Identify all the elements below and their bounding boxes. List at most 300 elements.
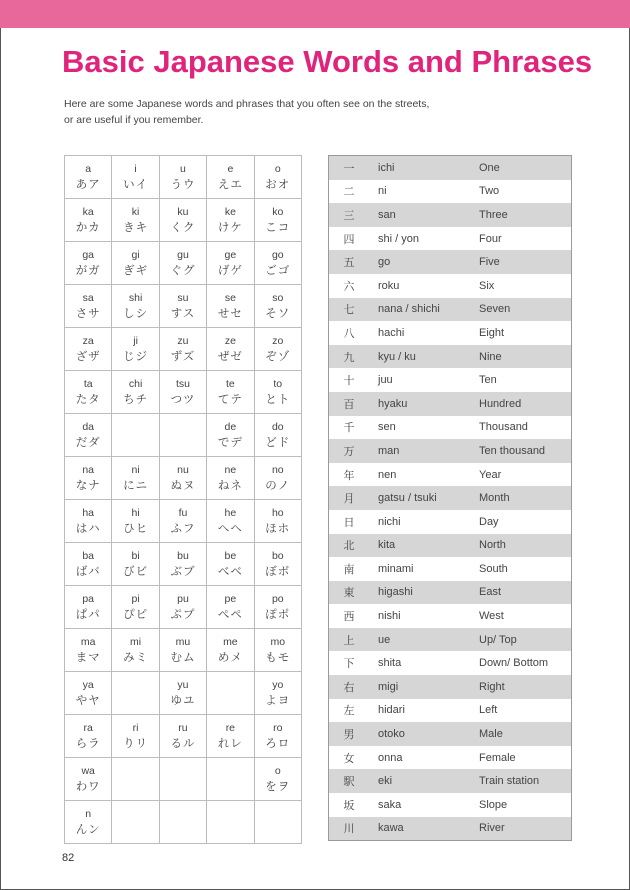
kana-romaji: e bbox=[227, 163, 234, 175]
word-row bbox=[329, 793, 572, 817]
kana-romaji: gi bbox=[131, 249, 140, 261]
kana-characters: れレ bbox=[217, 736, 243, 750]
word-kanji: 右 bbox=[329, 675, 370, 699]
kana-characters: りリ bbox=[123, 736, 149, 750]
word-row bbox=[329, 581, 572, 605]
kana-characters: すス bbox=[170, 306, 196, 320]
word-row bbox=[329, 746, 572, 770]
word-row bbox=[329, 604, 572, 628]
word-kanji: 上 bbox=[329, 628, 370, 652]
kana-characters: ぺペ bbox=[217, 607, 243, 621]
kana-row bbox=[65, 371, 302, 414]
kana-characters: くク bbox=[170, 220, 196, 234]
kana-row bbox=[65, 285, 302, 328]
kana-row bbox=[65, 242, 302, 285]
kana-characters: びビ bbox=[123, 564, 149, 578]
kana-row bbox=[65, 457, 302, 500]
kana-characters: おオ bbox=[265, 177, 291, 191]
word-romaji: migi bbox=[369, 675, 474, 699]
kana-cell bbox=[207, 801, 254, 844]
kana-romaji: su bbox=[177, 292, 189, 304]
kana-romaji: zu bbox=[177, 335, 189, 347]
kana-cell bbox=[159, 672, 206, 715]
word-row bbox=[329, 156, 572, 180]
kana-romaji: pi bbox=[131, 593, 140, 605]
intro-text bbox=[64, 96, 564, 128]
kana-row bbox=[65, 199, 302, 242]
kana-characters: もモ bbox=[265, 650, 291, 664]
word-row bbox=[329, 651, 572, 675]
kana-cell bbox=[159, 457, 206, 500]
kana-cell bbox=[207, 586, 254, 629]
word-row bbox=[329, 769, 572, 793]
word-row bbox=[329, 298, 572, 322]
kana-romaji: he bbox=[224, 507, 237, 519]
kana-romaji: pa bbox=[82, 593, 95, 605]
kana-characters: めメ bbox=[217, 650, 243, 664]
kana-cell bbox=[159, 758, 206, 801]
kana-characters: つツ bbox=[170, 392, 196, 406]
kana-romaji: to bbox=[273, 378, 283, 390]
word-row bbox=[329, 557, 572, 581]
kana-romaji: shi bbox=[128, 292, 143, 304]
word-kanji: 年 bbox=[329, 463, 370, 487]
kana-row bbox=[65, 672, 302, 715]
word-row bbox=[329, 416, 572, 440]
kana-characters: そソ bbox=[265, 306, 291, 320]
kana-characters: だダ bbox=[75, 435, 101, 449]
kana-cell bbox=[159, 156, 206, 199]
kana-cell bbox=[112, 199, 159, 242]
word-romaji: shi / yon bbox=[369, 227, 474, 251]
kana-cell bbox=[112, 156, 159, 199]
kana-characters: ぎギ bbox=[123, 263, 149, 277]
kana-characters: いイ bbox=[123, 177, 149, 191]
kana-cell bbox=[207, 242, 254, 285]
word-row bbox=[329, 817, 572, 841]
kana-cell bbox=[65, 414, 112, 457]
kana-cell bbox=[207, 715, 254, 758]
kana-romaji: bi bbox=[131, 550, 140, 562]
kana-cell bbox=[254, 156, 301, 199]
kana-romaji: ra bbox=[83, 722, 93, 734]
kana-romaji: yu bbox=[177, 679, 189, 691]
kana-romaji: ma bbox=[80, 636, 96, 648]
kana-romaji: go bbox=[271, 249, 284, 261]
kana-cell bbox=[112, 328, 159, 371]
word-romaji: sen bbox=[369, 416, 474, 440]
word-kanji: 西 bbox=[329, 604, 370, 628]
kana-characters: みミ bbox=[123, 650, 149, 664]
kana-row bbox=[65, 715, 302, 758]
kana-cell bbox=[207, 543, 254, 586]
top-color-bar bbox=[0, 0, 630, 28]
kana-romaji: mi bbox=[130, 636, 142, 648]
word-row bbox=[329, 486, 572, 510]
word-kanji: 左 bbox=[329, 699, 370, 723]
word-english: Seven bbox=[474, 298, 572, 322]
kana-characters: えエ bbox=[217, 177, 243, 191]
kana-romaji: ha bbox=[82, 507, 95, 519]
kana-cell bbox=[207, 629, 254, 672]
kana-cell bbox=[254, 242, 301, 285]
kana-cell bbox=[254, 414, 301, 457]
kana-characters: でデ bbox=[217, 435, 243, 449]
word-row bbox=[329, 227, 572, 251]
kana-cell bbox=[65, 285, 112, 328]
word-kanji: 六 bbox=[329, 274, 370, 298]
kana-characters: ちチ bbox=[123, 392, 149, 406]
kana-characters: ばバ bbox=[75, 564, 101, 578]
kana-romaji: ze bbox=[224, 335, 236, 347]
kana-cell bbox=[65, 672, 112, 715]
word-english: Nine bbox=[474, 345, 572, 369]
kana-romaji: o bbox=[274, 163, 281, 175]
kana-cell bbox=[159, 715, 206, 758]
kana-cell bbox=[207, 156, 254, 199]
kana-romaji: de bbox=[224, 421, 237, 433]
word-romaji: nichi bbox=[369, 510, 474, 534]
kana-romaji: do bbox=[271, 421, 284, 433]
kana-cell bbox=[207, 328, 254, 371]
word-romaji: go bbox=[369, 250, 474, 274]
kana-characters: はハ bbox=[75, 521, 101, 535]
word-english: Male bbox=[474, 722, 572, 746]
kana-cell bbox=[207, 758, 254, 801]
kana-cell bbox=[112, 629, 159, 672]
kana-characters: ぬヌ bbox=[170, 478, 196, 492]
word-romaji: hachi bbox=[369, 321, 474, 345]
kana-characters: さサ bbox=[75, 306, 101, 320]
kana-characters: ぜゼ bbox=[217, 349, 243, 363]
kana-romaji: be bbox=[224, 550, 237, 562]
kana-cell bbox=[159, 801, 206, 844]
kana-romaji: a bbox=[85, 163, 92, 175]
kana-romaji: sa bbox=[82, 292, 94, 304]
kana-table bbox=[64, 155, 302, 844]
kana-characters: ひヒ bbox=[123, 521, 149, 535]
kana-cell bbox=[159, 414, 206, 457]
kana-characters: せセ bbox=[217, 306, 243, 320]
word-english: One bbox=[474, 156, 572, 180]
kana-romaji: ta bbox=[83, 378, 93, 390]
word-kanji: 北 bbox=[329, 534, 370, 558]
kana-romaji: hi bbox=[131, 507, 140, 519]
word-romaji: san bbox=[369, 203, 474, 227]
kana-characters: ずズ bbox=[170, 349, 196, 363]
kana-cell bbox=[159, 199, 206, 242]
kana-romaji: te bbox=[225, 378, 235, 390]
kana-cell bbox=[65, 457, 112, 500]
kana-romaji: ru bbox=[178, 722, 188, 734]
kana-romaji: bu bbox=[177, 550, 189, 562]
kana-cell bbox=[254, 285, 301, 328]
kana-romaji: n bbox=[85, 808, 92, 820]
kana-romaji: se bbox=[224, 292, 236, 304]
word-english: Day bbox=[474, 510, 572, 534]
word-english: West bbox=[474, 604, 572, 628]
numbers-words-table bbox=[328, 155, 572, 841]
word-kanji: 七 bbox=[329, 298, 370, 322]
word-row bbox=[329, 250, 572, 274]
kana-characters: げゲ bbox=[217, 263, 243, 277]
word-kanji: 南 bbox=[329, 557, 370, 581]
word-romaji: saka bbox=[369, 793, 474, 817]
word-kanji: 千 bbox=[329, 416, 370, 440]
word-english: Three bbox=[474, 203, 572, 227]
kana-romaji: fu bbox=[178, 507, 188, 519]
word-romaji: otoko bbox=[369, 722, 474, 746]
kana-cell bbox=[159, 586, 206, 629]
kana-cell bbox=[254, 629, 301, 672]
kana-romaji: no bbox=[271, 464, 284, 476]
word-row bbox=[329, 274, 572, 298]
kana-romaji: na bbox=[82, 464, 95, 476]
word-english: Ten thousand bbox=[474, 439, 572, 463]
kana-romaji: ri bbox=[132, 722, 139, 734]
kana-characters: あア bbox=[75, 177, 101, 191]
kana-cell bbox=[254, 543, 301, 586]
word-kanji: 九 bbox=[329, 345, 370, 369]
kana-romaji: o bbox=[274, 765, 281, 777]
kana-characters: がガ bbox=[75, 263, 101, 277]
word-kanji: 三 bbox=[329, 203, 370, 227]
kana-cell bbox=[159, 242, 206, 285]
kana-cell bbox=[112, 414, 159, 457]
kana-cell bbox=[65, 758, 112, 801]
kana-romaji: pu bbox=[177, 593, 189, 605]
kana-romaji: ke bbox=[224, 206, 236, 218]
kana-cell bbox=[65, 199, 112, 242]
kana-cell bbox=[159, 629, 206, 672]
kana-romaji: me bbox=[223, 636, 238, 648]
kana-cell bbox=[65, 371, 112, 414]
word-kanji: 坂 bbox=[329, 793, 370, 817]
kana-characters: よヨ bbox=[265, 693, 291, 707]
word-english: Year bbox=[474, 463, 572, 487]
page-number: 82 bbox=[62, 852, 75, 864]
kana-characters: ふフ bbox=[170, 521, 196, 535]
word-english: Eight bbox=[474, 321, 572, 345]
kana-romaji: ro bbox=[273, 722, 283, 734]
kana-cell bbox=[207, 500, 254, 543]
kana-cell bbox=[159, 500, 206, 543]
word-english: Six bbox=[474, 274, 572, 298]
word-romaji: onna bbox=[369, 746, 474, 770]
kana-row bbox=[65, 801, 302, 844]
kana-cell bbox=[207, 371, 254, 414]
kana-row bbox=[65, 328, 302, 371]
kana-cell bbox=[254, 500, 301, 543]
kana-romaji: ba bbox=[82, 550, 95, 562]
kana-romaji: pe bbox=[224, 593, 237, 605]
word-english: Thousand bbox=[474, 416, 572, 440]
kana-cell bbox=[65, 500, 112, 543]
kana-cell bbox=[112, 672, 159, 715]
kana-characters: じジ bbox=[123, 349, 149, 363]
kana-romaji: ka bbox=[82, 206, 94, 218]
kana-characters: こコ bbox=[265, 220, 291, 234]
kana-romaji: ko bbox=[272, 206, 284, 218]
word-kanji: 二 bbox=[329, 180, 370, 204]
kana-characters: ねネ bbox=[217, 478, 243, 492]
word-kanji: 四 bbox=[329, 227, 370, 251]
word-romaji: higashi bbox=[369, 581, 474, 605]
kana-cell bbox=[207, 672, 254, 715]
kana-characters: ぴピ bbox=[123, 607, 149, 621]
word-romaji: man bbox=[369, 439, 474, 463]
kana-cell bbox=[254, 328, 301, 371]
kana-romaji: ga bbox=[82, 249, 95, 261]
word-english: North bbox=[474, 534, 572, 558]
kana-characters: むム bbox=[170, 650, 196, 664]
word-english: East bbox=[474, 581, 572, 605]
kana-characters: ぷプ bbox=[170, 607, 196, 621]
word-kanji: 五 bbox=[329, 250, 370, 274]
word-row bbox=[329, 321, 572, 345]
kana-characters: るル bbox=[170, 736, 196, 750]
word-english: Ten bbox=[474, 368, 572, 392]
word-kanji: 下 bbox=[329, 651, 370, 675]
kana-cell bbox=[207, 285, 254, 328]
kana-cell bbox=[112, 715, 159, 758]
kana-cell bbox=[65, 715, 112, 758]
word-romaji: eki bbox=[369, 769, 474, 793]
word-kanji: 八 bbox=[329, 321, 370, 345]
kana-characters: をヲ bbox=[265, 779, 291, 793]
kana-characters: なナ bbox=[75, 478, 101, 492]
intro-line-2: or are useful if you remember. bbox=[64, 114, 204, 126]
kana-cell bbox=[112, 801, 159, 844]
kana-characters: らラ bbox=[75, 736, 101, 750]
word-romaji: nishi bbox=[369, 604, 474, 628]
kana-romaji: mo bbox=[270, 636, 286, 648]
word-romaji: hyaku bbox=[369, 392, 474, 416]
kana-characters: ろロ bbox=[265, 736, 291, 750]
word-english: Train station bbox=[474, 769, 572, 793]
word-kanji: 十 bbox=[329, 368, 370, 392]
kana-characters: ぐグ bbox=[170, 263, 196, 277]
kana-cell bbox=[207, 457, 254, 500]
kana-cell bbox=[254, 672, 301, 715]
word-romaji: juu bbox=[369, 368, 474, 392]
kana-cell bbox=[254, 371, 301, 414]
kana-romaji: po bbox=[271, 593, 284, 605]
word-kanji: 百 bbox=[329, 392, 370, 416]
word-kanji: 駅 bbox=[329, 769, 370, 793]
kana-characters: かカ bbox=[75, 220, 101, 234]
kana-characters: べベ bbox=[217, 564, 243, 578]
kana-cell bbox=[65, 586, 112, 629]
word-english: Hundred bbox=[474, 392, 572, 416]
kana-romaji: tsu bbox=[175, 378, 190, 390]
kana-romaji: ji bbox=[133, 335, 138, 347]
kana-characters: きキ bbox=[123, 220, 149, 234]
word-row bbox=[329, 722, 572, 746]
word-english: Right bbox=[474, 675, 572, 699]
kana-cell bbox=[65, 328, 112, 371]
word-romaji: kita bbox=[369, 534, 474, 558]
word-row bbox=[329, 392, 572, 416]
kana-row bbox=[65, 156, 302, 199]
word-row bbox=[329, 675, 572, 699]
kana-characters: のノ bbox=[265, 478, 291, 492]
kana-cell bbox=[112, 242, 159, 285]
kana-romaji: ho bbox=[271, 507, 284, 519]
kana-characters: てテ bbox=[217, 392, 243, 406]
kana-cell bbox=[65, 801, 112, 844]
kana-characters: たタ bbox=[75, 392, 101, 406]
kana-romaji: ku bbox=[177, 206, 189, 218]
word-kanji: 男 bbox=[329, 722, 370, 746]
word-romaji: ni bbox=[369, 180, 474, 204]
kana-cell bbox=[65, 629, 112, 672]
kana-cell bbox=[112, 285, 159, 328]
kana-cell bbox=[207, 414, 254, 457]
kana-characters: んン bbox=[75, 822, 101, 836]
kana-romaji: re bbox=[225, 722, 236, 734]
word-english: Two bbox=[474, 180, 572, 204]
kana-row bbox=[65, 543, 302, 586]
word-romaji: ichi bbox=[369, 156, 474, 180]
kana-romaji: wa bbox=[81, 765, 95, 777]
word-row bbox=[329, 345, 572, 369]
kana-characters: ごゴ bbox=[265, 263, 291, 277]
kana-cell bbox=[112, 758, 159, 801]
kana-romaji: chi bbox=[128, 378, 143, 390]
word-row bbox=[329, 699, 572, 723]
word-romaji: kawa bbox=[369, 817, 474, 841]
word-english: Up/ Top bbox=[474, 628, 572, 652]
word-row bbox=[329, 180, 572, 204]
kana-characters: とト bbox=[265, 392, 291, 406]
word-kanji: 万 bbox=[329, 439, 370, 463]
word-kanji: 日 bbox=[329, 510, 370, 534]
kana-characters: ぞゾ bbox=[265, 349, 291, 363]
kana-romaji: mu bbox=[175, 636, 191, 648]
word-english: South bbox=[474, 557, 572, 581]
kana-cell bbox=[254, 715, 301, 758]
kana-row bbox=[65, 758, 302, 801]
kana-cell bbox=[112, 457, 159, 500]
kana-romaji: u bbox=[180, 163, 186, 175]
kana-characters: ぱパ bbox=[75, 607, 101, 621]
word-row bbox=[329, 628, 572, 652]
kana-cell bbox=[159, 328, 206, 371]
kana-cell bbox=[159, 371, 206, 414]
word-romaji: nen bbox=[369, 463, 474, 487]
kana-romaji: za bbox=[82, 335, 94, 347]
kana-characters: うウ bbox=[170, 177, 196, 191]
kana-cell bbox=[254, 758, 301, 801]
word-romaji: minami bbox=[369, 557, 474, 581]
kana-romaji: yo bbox=[272, 679, 284, 691]
kana-cell bbox=[254, 801, 301, 844]
kana-cell bbox=[159, 543, 206, 586]
kana-row bbox=[65, 586, 302, 629]
kana-romaji: zo bbox=[272, 335, 284, 347]
word-english: Female bbox=[474, 746, 572, 770]
word-romaji: gatsu / tsuki bbox=[369, 486, 474, 510]
word-romaji: kyu / ku bbox=[369, 345, 474, 369]
word-kanji: 東 bbox=[329, 581, 370, 605]
kana-cell bbox=[65, 156, 112, 199]
kana-romaji: ge bbox=[224, 249, 237, 261]
word-row bbox=[329, 203, 572, 227]
kana-romaji: ni bbox=[131, 464, 140, 476]
kana-characters: ざザ bbox=[75, 349, 101, 363]
kana-cell bbox=[159, 285, 206, 328]
